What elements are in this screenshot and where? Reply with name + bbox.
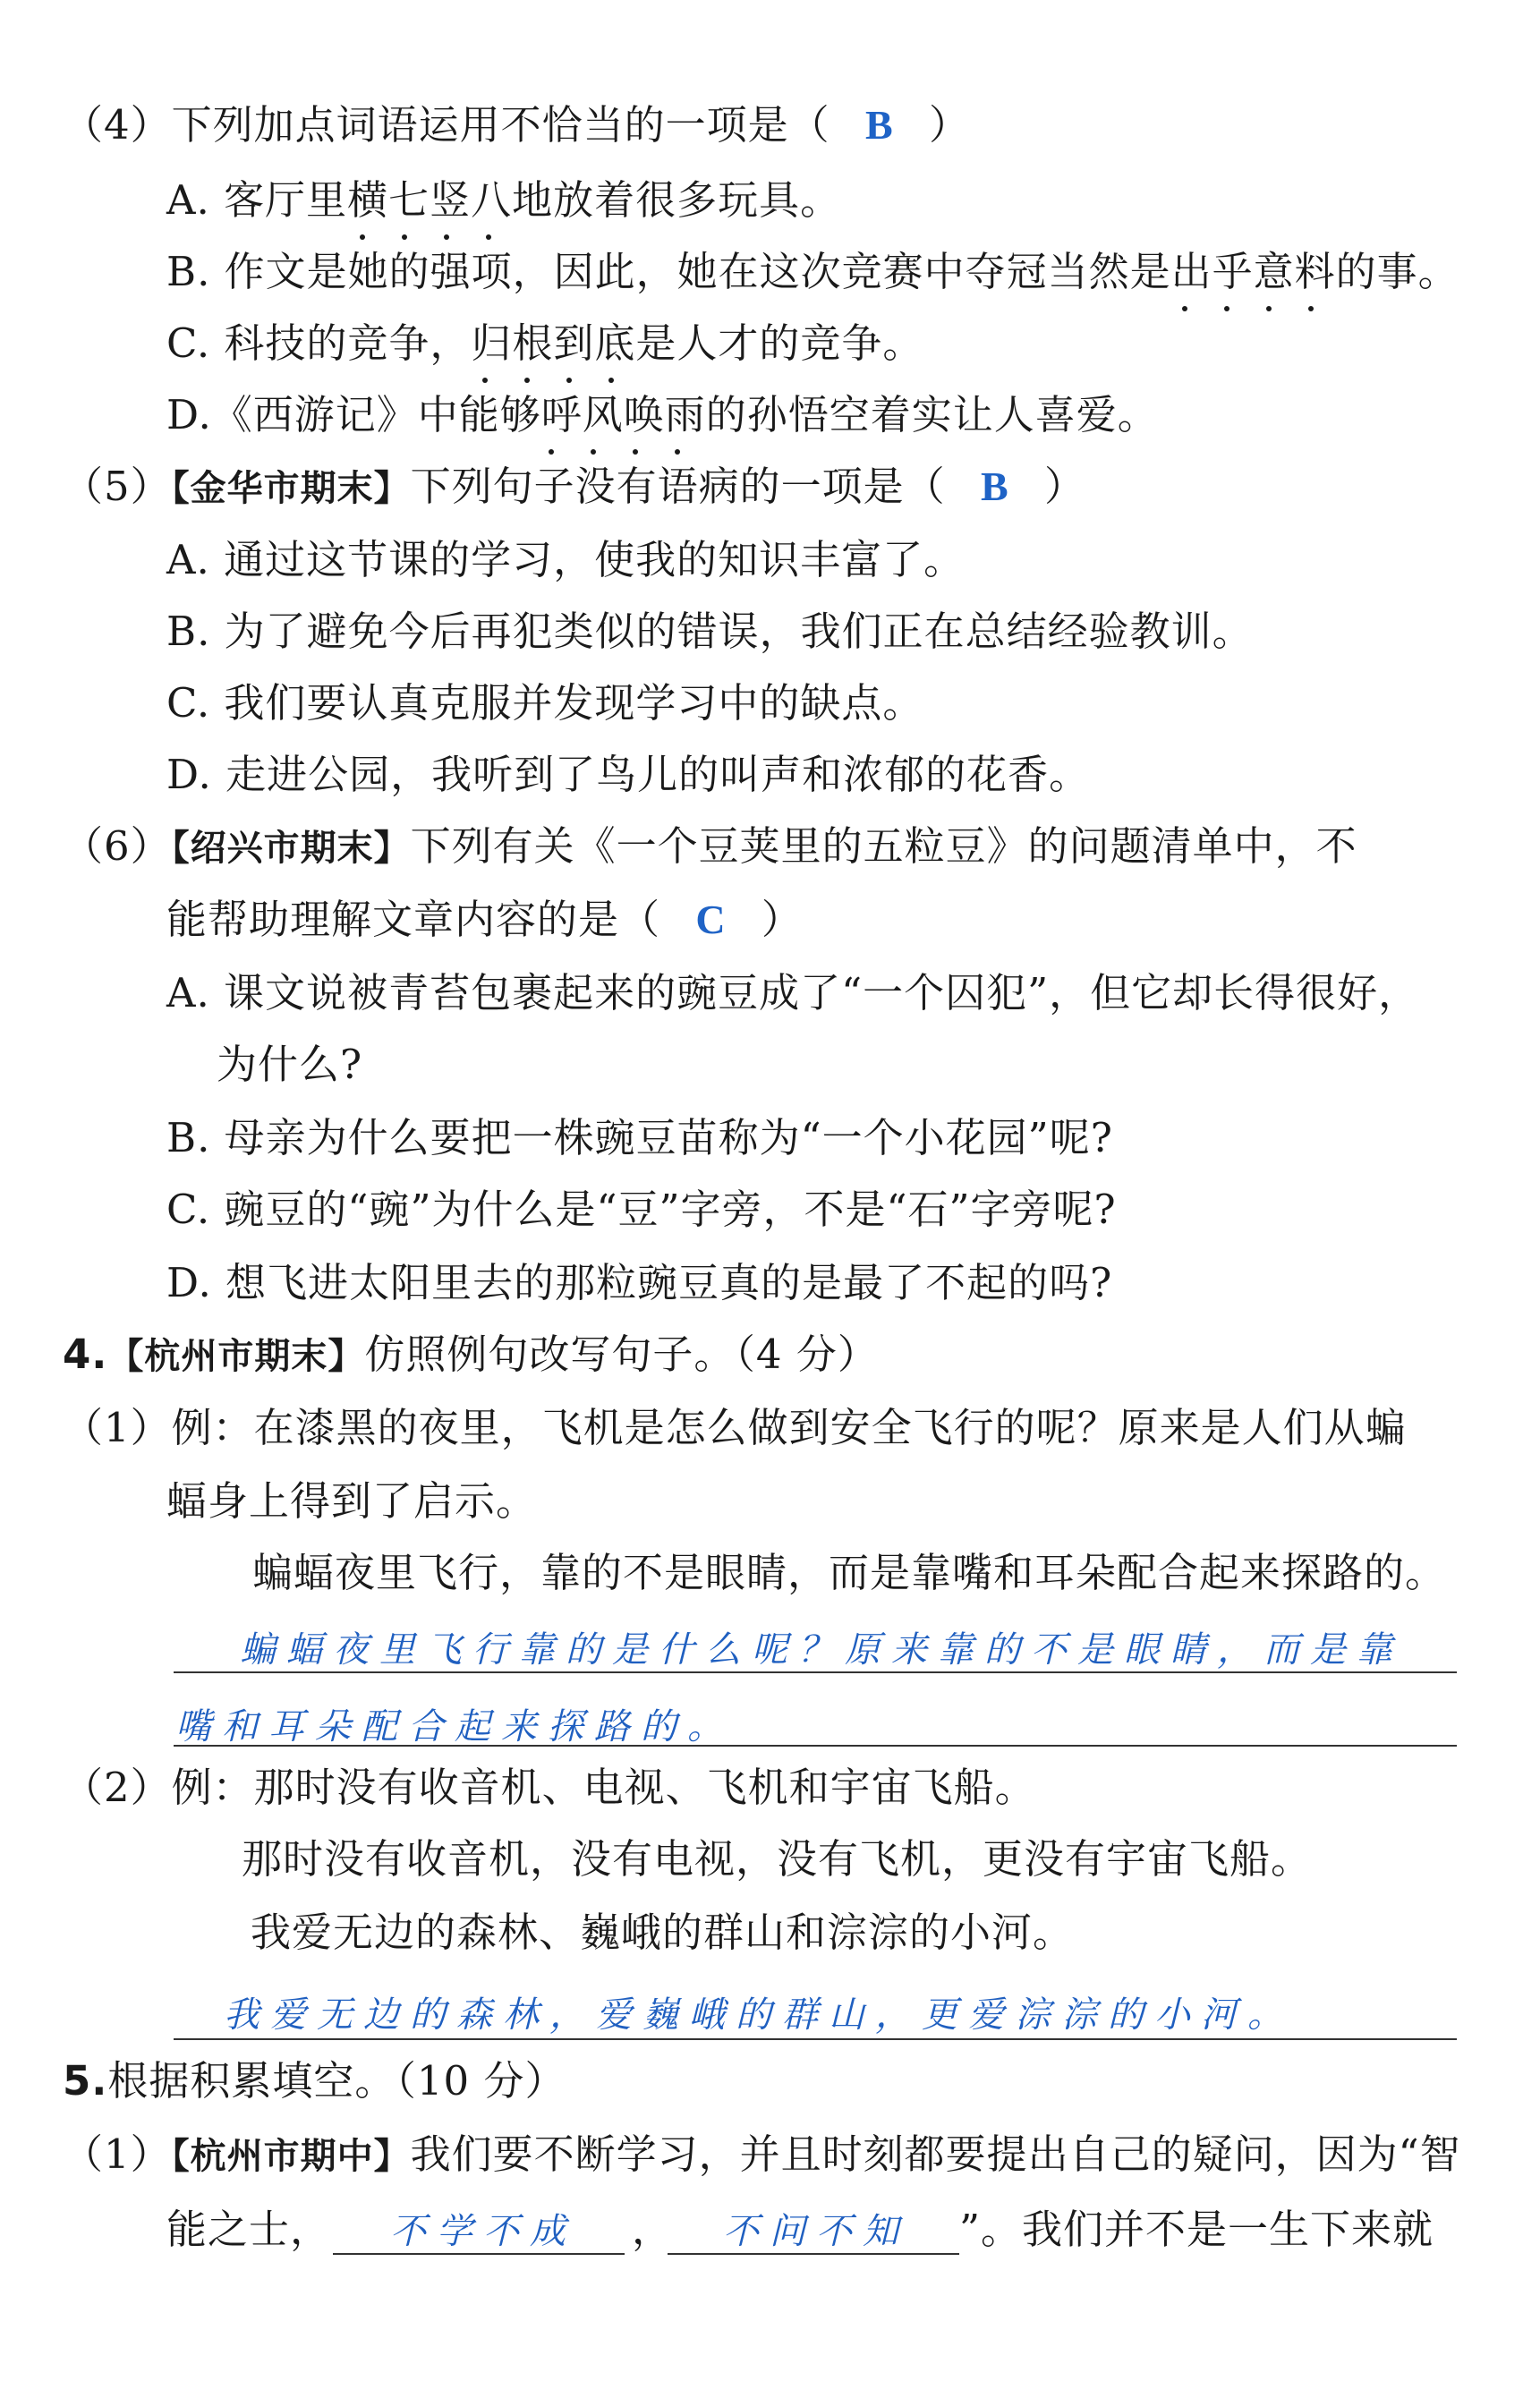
q3-6-stem-line2 <box>166 895 803 945</box>
q3-6-option-d: D. 想飞进太阳里去的那粒豌豆真的是最了不起的吗? <box>166 1259 1113 1306</box>
q3-5-option-b: B. 为了避免今后再犯类似的错误，我们正在总结经验教训。 <box>166 608 1254 655</box>
q4-1-answer-line2: 嘴和耳朵配合起来探路的。 <box>175 1706 734 1747</box>
q5-title-text: 根据积累填空。（10 分） <box>107 2057 566 2105</box>
q5-1-source-tag: 【杭州市期中】 <box>171 2136 411 2177</box>
q5-1-comma: ， <box>632 2206 674 2253</box>
q3-6-close: ） <box>761 896 803 943</box>
q4-2-example-line2: 那时没有收音机，没有电视，没有飞机，更没有宇宙飞船。 <box>242 1835 1313 1883</box>
q5-1-text-post: ”。我们并不是一生下来就 <box>959 2206 1434 2253</box>
q5-1-text: 我们要不断学习，并且时刻都要提出自己的疑问，因为“智 <box>410 2130 1461 2178</box>
q4-1-example-line2: 蝠身上得到了启示。 <box>166 1477 538 1525</box>
q4-2-example-line1: （2）例：那时没有收音机、电视、飞机和宇宙飞船。 <box>63 1764 1036 1811</box>
q3-6-answer: C <box>695 897 727 942</box>
q5-num: 5. <box>63 2057 108 2105</box>
q3-6-option-a-line1: A. 课文说被青苔包裹起来的豌豆成了“一个囚犯”，但它却长得很好， <box>166 969 1420 1016</box>
q3-6-stem-line1 <box>63 821 1357 873</box>
q3-6-stem-text-1: 下列有关《一个豆荚里的五粒豆》的问题清单中，不 <box>410 822 1357 870</box>
q3-6-option-a-line2: 为什么? <box>217 1041 363 1088</box>
q3-6-num: （6） <box>63 822 172 870</box>
q4-num: 4. <box>63 1331 108 1378</box>
q3-4-option-c: C. 科技的竞争，归根到底是人才的竞争。 <box>166 319 924 367</box>
q3-6-option-c: C. 豌豆的“豌”为什么是“豆”字旁，不是“石”字旁呢? <box>166 1186 1117 1233</box>
q4-1-example-line1: （1）例：在漆黑的夜里，飞机是怎么做到安全飞行的呢？原来是人们从蝙 <box>63 1404 1407 1451</box>
q3-4-stem-text: （4）下列加点词语运用不恰当的一项是（ <box>63 101 830 149</box>
q3-5-option-a: A. 通过这节课的学习，使我的知识丰富了。 <box>166 536 966 583</box>
q3-6-stem-text-2: 能帮助理解文章内容的是（ <box>166 896 661 943</box>
q3-5-option-d: D. 走进公园，我听到了鸟儿的叫声和浓郁的花香。 <box>166 751 1091 798</box>
q5-1-blank1-answer: 不学不成 <box>390 2211 576 2252</box>
q3-5-close: ） <box>1043 463 1085 510</box>
q5-1-line2 <box>166 2205 331 2255</box>
q4-title-text: 仿照例句改写句子。（4 分） <box>364 1331 879 1378</box>
q3-4-answer: B <box>864 102 894 148</box>
q3-5-option-c: C. 我们要认真克服并发现学习中的缺点。 <box>166 679 924 727</box>
q3-6-source-tag: 【绍兴市期末】 <box>171 828 411 869</box>
q3-5-stem <box>63 462 1085 514</box>
answer-line <box>174 1671 1457 1673</box>
q4-1-answer-line1: 蝙蝠夜里飞行靠的是什么呢？原来靠的不是眼睛，而是靠 <box>240 1629 1403 1671</box>
q5-1-line1 <box>63 2130 1461 2181</box>
blank-underline-2 <box>668 2253 959 2255</box>
q3-5-source-tag: 【金华市期末】 <box>171 468 411 509</box>
q3-5-answer: B <box>980 463 1009 509</box>
q5-title <box>63 2056 566 2106</box>
q5-1-text-pre: 能之士， <box>166 2206 332 2253</box>
q4-source-tag: 【杭州市期末】 <box>107 1336 365 1377</box>
q3-4-close: ） <box>928 101 970 149</box>
q4-2-answer: 我爱无边的森林，爱巍峨的群山，更爱淙淙的小河。 <box>224 1994 1294 2036</box>
q3-6-option-b: B. 母亲为什么要把一株豌豆苗称为“一个小花园”呢? <box>166 1114 1113 1161</box>
answer-line <box>174 2038 1457 2040</box>
q3-4-option-a: A. 客厅里横七竖八地放着很多玩具。 <box>166 176 842 224</box>
q3-5-stem-text: 下列句子没有语病的一项是（ <box>410 463 946 510</box>
q3-4-option-d: D.《西游记》中能够呼风唤雨的孙悟空着实让人喜爱。 <box>166 391 1159 438</box>
answer-line <box>174 1745 1457 1747</box>
q3-4-stem <box>63 100 970 150</box>
q5-1-blank2-answer: 不问不知 <box>723 2211 909 2252</box>
q4-1-prompt: 蝙蝠夜里飞行，靠的不是眼睛，而是靠嘴和耳朵配合起来探路的。 <box>252 1549 1447 1596</box>
blank-underline-1 <box>333 2253 625 2255</box>
q4-2-prompt: 我爱无边的森林、巍峨的群山和淙淙的小河。 <box>251 1909 1075 1956</box>
q5-1-num: （1） <box>63 2130 172 2178</box>
q4-title <box>63 1330 879 1382</box>
q3-5-num: （5） <box>63 463 172 510</box>
q3-4-option-b: B. 作文是她的强项，因此，她在这次竞赛中夺冠当然是出乎意料的事。 <box>166 248 1459 295</box>
